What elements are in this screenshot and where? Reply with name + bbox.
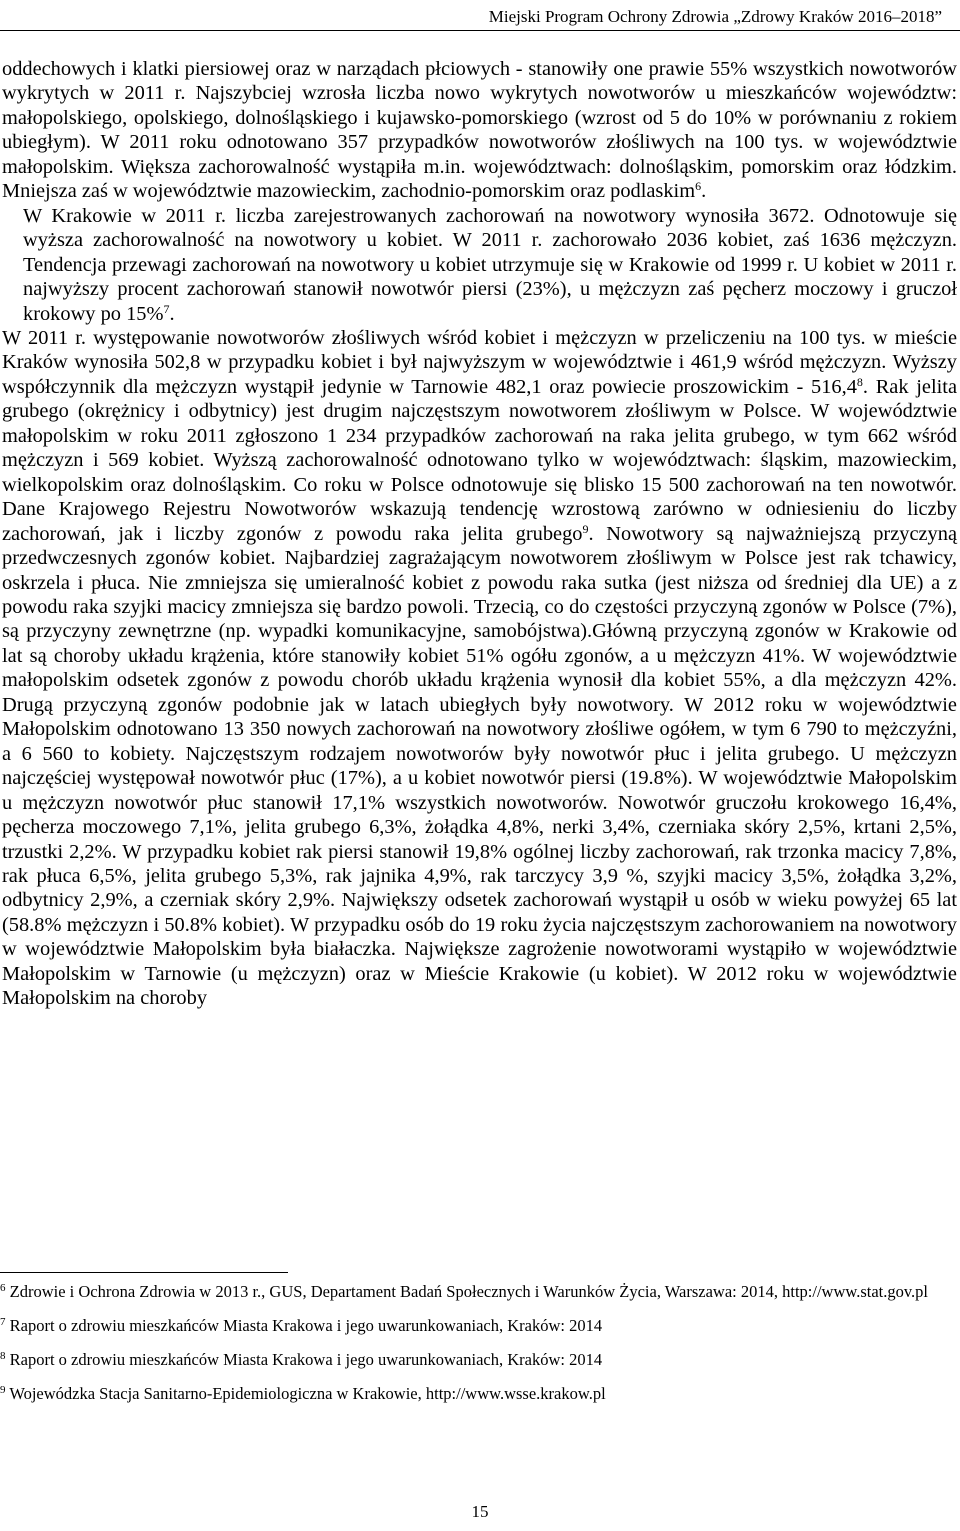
text-run: W Krakowie w 2011 r. liczba zarejestrowanych zachorowań na nowotwory wynosiła 3672. Odnotowuje się wyższa zachorowalność na nowotwory u kobiet. W 2011 r. zachorowało 2036 kobiet, zaś 1636 mężczyzn. Tendencja przewagi zachorowań na nowotwory u kobiet utrzymuje się w Krakowie od 1999 r. U kobiet w 2011 r. najwyższy procent zachorowań stanowił nowotwór piersi (23%), u mężczyzn zaś pęcherz moczowy i gruczoł krokowy po 15% bbox=[23, 204, 957, 325]
text-run: . Nowotwory są najważniejszą przyczyną przedwczesnych zgonów kobiet. Najbardziej zagrażającym nowotworem złośliwym w Polsce jest rak tchawicy, oskrzela i płuca. Nie zmniejsza się umieralność kobiet z powodu raka sutka (jest niższa od średniej dla UE) a z powodu raka szyjki macicy zmniejsza się bardzo powoli. Trzecią, co do częstości przyczyną zgonów w Polsce (7%), są przyczyny zewnętrzne (np. wypadki komunikacyjne, samobójstwa).Główną przyczyną zgonów w Krakowie od lat są choroby układu krążenia, które stanowiły kobiet 51% ogółu zgonów, a u mężczyzn 41%. W województwie małopolskim odsetek zgonów z powodu chorób układu krążenia wynosił dla kobiet 55%, a dla mężczyzn 42%. Drugą przyczyną zgonów podobnie jak w latach ubiegłych były nowotwory. W 2012 roku w województwie Małopolskim odnotowano 13 350 nowych zachorowań na nowotwory złośliwe ogółem, w tym 6 790 to mężczyźni, a 6 560 to kobiety. Najczęstszym rodzajem nowotworów były nowotwór płuc i jelita grubego. U mężczyzn najczęściej występował nowotwór płuc (17%), a u kobiet nowotwór piersi (19.8%). W województwie Małopolskim u mężczyzn nowotwór płuc stanowił 17,1% wszystkich nowotworów. Nowotwór gruczołu krokowego 16,4%, pęcherza moczowego 7,1%, jelita grubego 6,3%, żołądka 4,8%, nerki 3,4%, czerniaka skóry 2,5%, krtani 2,5%, trzustki 2,2%. W przypadku kobiet rak piersi stanowił 19,8% ogólnej liczby zachorowań, rak trzonka macicy 7,8%, rak płuca 6,5%, jelita grubego 5,3%, rak jajnika 4,9%, rak tarczycy 3,9 %, szyjki macicy 3,5%, żołądka 3,2%, odbytnicy 2,9%, a czerniak skóry 2,9%. Największy odsetek zachorowań wystąpił u osób w wieku powyżej 65 lat (58.8% mężczyzn i 50.8% kobiet). W przypadku osób do 19 roku życia najczęstszym zachorowaniem na nowotwory w województwie Małopolskim była białaczka. Największe zagrożenie nowotworami wystąpiło w województwie Małopolskim w Tarnowie (u mężczyzn) oraz w Mieście Krakowie (u kobiet). W 2012 roku w województwie Małopolskim na choroby bbox=[2, 522, 957, 1010]
footnote-text: Raport o zdrowiu mieszkańców Miasta Krakowa i jego uwarunkowaniach, Kraków: 2014 bbox=[9, 1350, 603, 1369]
text-run: . bbox=[169, 302, 175, 325]
footnote-text: Zdrowie i Ochrona Zdrowia w 2013 r., GUS, Departament Badań Społecznych i Warunków Życia, Warszawa: 2014, http://www.stat.gov.pl bbox=[9, 1282, 929, 1301]
footnote-ref-6[interactable]: 6 bbox=[695, 179, 702, 194]
footnote-number: 9 bbox=[0, 1384, 6, 1396]
paragraph-incidence bbox=[2, 57, 957, 204]
footnote-ref-9[interactable]: 9 bbox=[582, 521, 589, 536]
header-rule bbox=[0, 30, 960, 31]
page-number: 15 bbox=[471, 1502, 489, 1521]
footnotes bbox=[0, 1281, 955, 1417]
footnote-number: 7 bbox=[0, 1316, 6, 1328]
footnote-ref-7[interactable]: 7 bbox=[163, 301, 170, 316]
paragraph-krakow bbox=[2, 204, 957, 326]
footnote-8 bbox=[0, 1349, 955, 1371]
footnote-7 bbox=[0, 1315, 955, 1337]
footnote-ref-8[interactable]: 8 bbox=[856, 374, 863, 389]
text-run: . Rak jelita grubego (okrężnicy i odbytnicy) jest drugim najczęstszym nowotworem złośliwym w Polsce. W województwie małopolskim w roku 2011 zgłoszono 1 234 przypadków zachorowań na raka jelita grubego, w tym 662 wśród mężczyzn i 569 kobiet. Wyższą zachorowalność odnotowano tylko w województwach: śląskim, mazowieckim, wielkopolskim oraz dolnośląskim. Co roku w Polsce odnotowuje się blisko 15 500 zachorowań na ten nowotwór. Dane Krajowego Rejestru Nowotworów wskazują tendencję wzrostową zarówno w odniesieniu do liczby zachorowań, jak i liczby zgonów z powodu raka jelita grubego bbox=[2, 375, 957, 545]
text-run: W 2011 r. występowanie nowotworów złośliwych wśród kobiet i mężczyzn w przeliczeniu na 100 tys. w mieście Kraków wynosiła 502,8 w przypadku kobiet i był najwyższym w województwie i 461,9 wśród mężczyzn. Wyższy współczynnik dla mężczyzn wystąpił jedynie w Tarnowie 482,1 oraz powiecie proszowickim - 516,4 bbox=[2, 326, 957, 398]
running-header: Miejski Program Ochrony Zdrowia „Zdrowy Kraków 2016–2018” bbox=[488, 7, 942, 26]
body-text bbox=[2, 57, 957, 1011]
footnote-9 bbox=[0, 1383, 955, 1405]
footnote-number: 8 bbox=[0, 1350, 6, 1362]
text-run: oddechowych i klatki piersiowej oraz w narządach płciowych - stanowiły one prawie 55% wszystkich nowotworów wykrytych w 2011 r. Najszybciej wzrosła liczba nowo wykrytych nowotworów u mieszkańców województw: małopolskiego, opolskiego, dolnośląskiego i kujawsko-pomorskiego (wzrost od 5 do 10% w porównaniu z rokiem ubiegłym). W 2011 roku odnotowano 357 przypadków nowotworów złośliwych na 100 tys. w województwie małopolskim. Większa zachorowalność wystąpiła m.in. województwach: dolnośląskim, pomorskim oraz łódzkim. Mniejsza zaś w województwie mazowieckim, zachodnio-pomorskim oraz podlaskim bbox=[2, 58, 957, 203]
footnote-text: Raport o zdrowiu mieszkańców Miasta Krakowa i jego uwarunkowaniach, Kraków: 2014 bbox=[9, 1316, 603, 1335]
text-run: . bbox=[701, 180, 707, 203]
footnote-6 bbox=[0, 1281, 955, 1303]
footnote-text: Wojewódzka Stacja Sanitarno-Epidemiologiczna w Krakowie, http://www.wsse.krakow.pl bbox=[9, 1384, 606, 1403]
paragraph-rates bbox=[2, 326, 957, 1011]
footnote-number: 6 bbox=[0, 1282, 6, 1294]
footnote-separator bbox=[0, 1272, 288, 1273]
